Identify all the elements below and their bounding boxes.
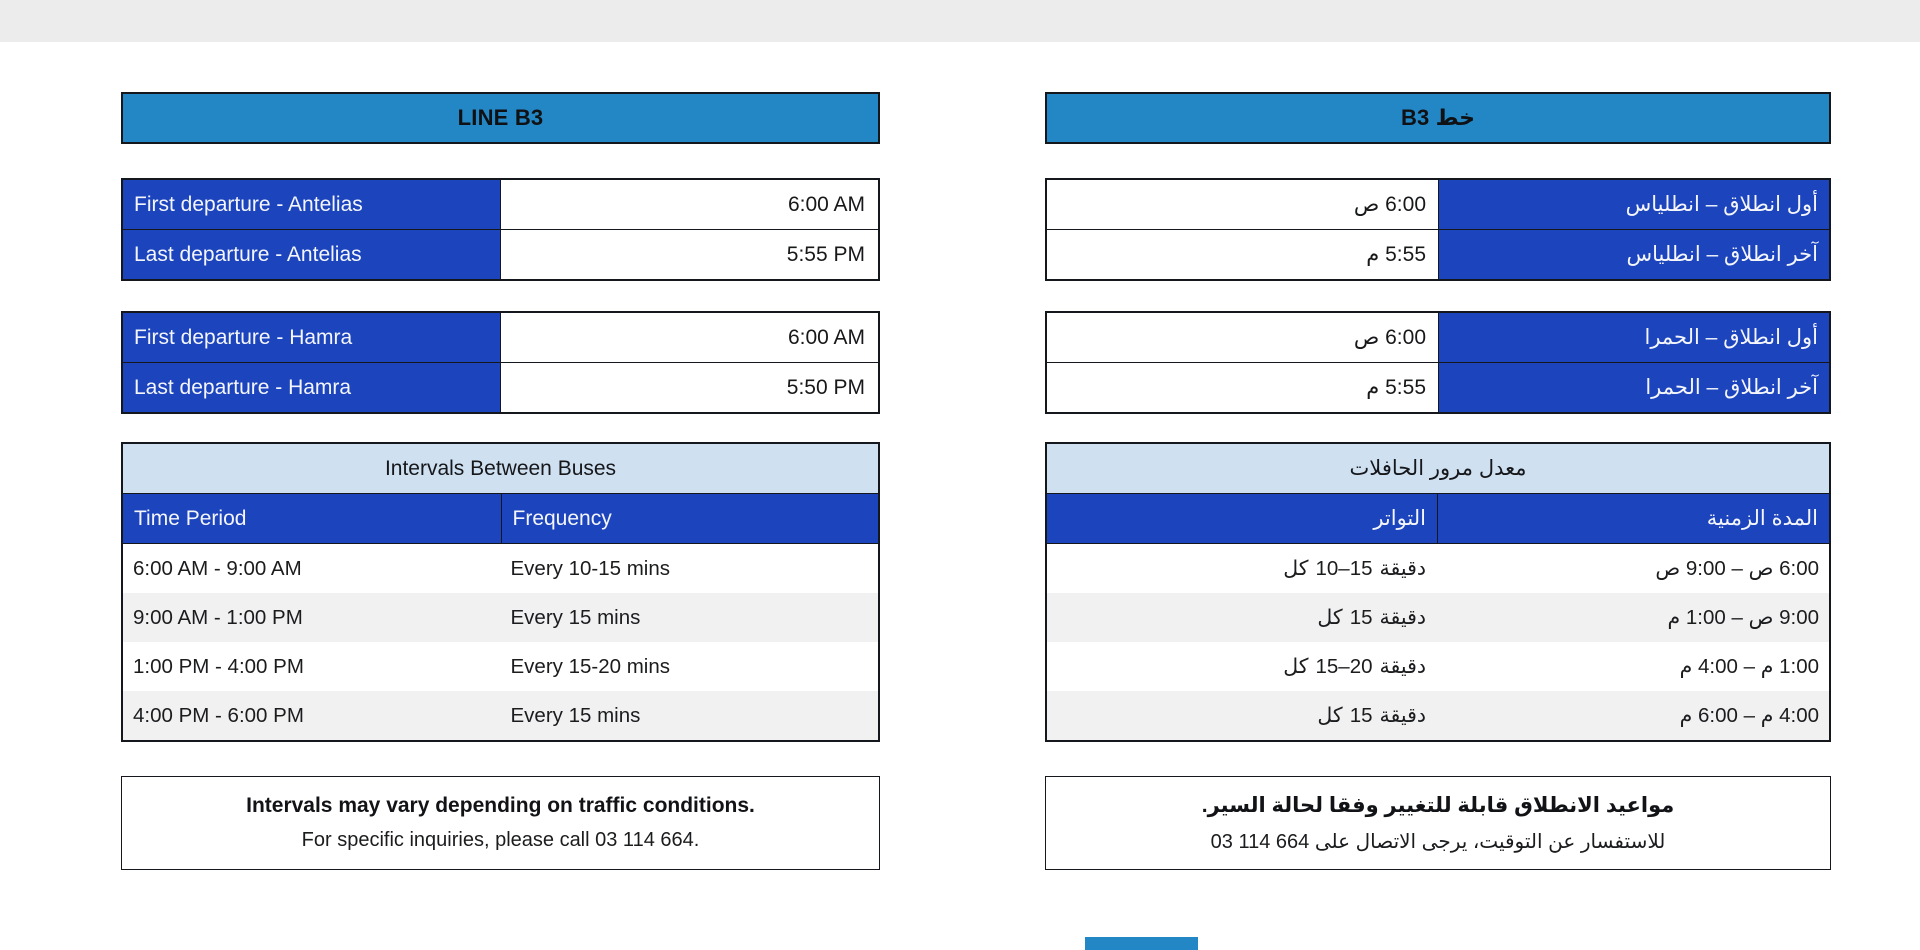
departure-label: آخر انطلاق – انطلياس xyxy=(1438,230,1829,279)
frequency-cell: Every 10-15 mins xyxy=(510,556,671,580)
table-row xyxy=(1047,362,1829,412)
frequency-cell: Every 15 mins xyxy=(510,605,641,629)
departure-time: 5:55 م xyxy=(1366,243,1426,266)
time-period-cell: 6:00 AM - 9:00 AM xyxy=(133,556,302,580)
en-hamra-departures-table xyxy=(121,311,880,414)
column-header-time-period: المدة الزمنية xyxy=(1706,507,1818,530)
ar-line-title-bar xyxy=(1045,92,1831,144)
table-row xyxy=(1047,642,1829,691)
table-row xyxy=(123,544,878,593)
ar-line-title: خط B3 xyxy=(1400,105,1476,130)
traffic-disclaimer: مواعيد الانطلاق قابلة للتغيير وفقا لحالة السير. xyxy=(1201,793,1675,817)
departure-time: 6:00 ص xyxy=(1353,326,1426,349)
table-row xyxy=(1047,229,1829,279)
en-line-title: LINE B3 xyxy=(457,105,544,130)
arabic-timetable-column xyxy=(1045,92,1831,870)
ar-antelias-departures-table xyxy=(1045,178,1831,281)
intervals-table-title: Intervals Between Buses xyxy=(123,444,878,494)
departure-time: 6:00 ص xyxy=(1353,193,1426,216)
departure-time: 6:00 AM xyxy=(787,192,865,216)
time-period-cell: 9:00 ص – 1:00 م xyxy=(1667,606,1819,629)
frequency-cell: كل 15 دقيقة xyxy=(1317,703,1426,727)
intervals-header-row xyxy=(123,494,878,544)
departure-label: Last departure - Antelias xyxy=(123,230,501,279)
departure-time: 5:55 م xyxy=(1366,376,1426,399)
departure-label: First departure - Hamra xyxy=(123,313,501,362)
departure-time: 5:55 PM xyxy=(786,242,865,266)
time-period-cell: 9:00 AM - 1:00 PM xyxy=(133,605,303,629)
en-intervals-table xyxy=(121,442,880,742)
column-header-frequency: التواتر xyxy=(1047,494,1438,543)
en-line-title-bar xyxy=(121,92,880,144)
en-antelias-departures-table xyxy=(121,178,880,281)
table-row xyxy=(123,313,878,362)
departure-label: Last departure - Hamra xyxy=(123,363,501,412)
frequency-cell: Every 15 mins xyxy=(510,703,641,727)
departure-label: أول انطلاق – الحمرا xyxy=(1438,313,1829,362)
column-header-frequency: Frequency xyxy=(501,494,879,543)
departure-label: آخر انطلاق – الحمرا xyxy=(1438,363,1829,412)
time-period-cell: 4:00 PM - 6:00 PM xyxy=(133,703,304,727)
phone-number: 03 114 664 xyxy=(1210,830,1310,853)
ar-hamra-departures-table xyxy=(1045,311,1831,414)
table-row xyxy=(123,642,878,691)
next-section-header-fragment xyxy=(1085,937,1198,950)
inquiries-text: للاستفسار عن التوقيت، يرجى الاتصال على xyxy=(1314,830,1666,853)
traffic-disclaimer: Intervals may vary depending on traffic conditions. xyxy=(246,794,755,817)
table-row xyxy=(1047,691,1829,740)
departure-label: First departure - Antelias xyxy=(123,180,501,229)
frequency-cell: كل 15–20 دقيقة xyxy=(1283,654,1426,678)
time-period-cell: 1:00 م – 4:00 م xyxy=(1679,655,1819,678)
table-row xyxy=(123,691,878,740)
english-timetable-column xyxy=(121,92,880,870)
intervals-table-title: معدل مرور الحافلات xyxy=(1047,444,1829,494)
ar-intervals-table xyxy=(1045,442,1831,742)
table-row xyxy=(123,229,878,279)
frequency-cell: كل 15 دقيقة xyxy=(1317,605,1426,629)
table-row xyxy=(1047,593,1829,642)
table-row xyxy=(123,593,878,642)
time-period-cell: 1:00 PM - 4:00 PM xyxy=(133,654,304,678)
table-row xyxy=(123,180,878,229)
table-row xyxy=(1047,313,1829,362)
table-row xyxy=(123,362,878,412)
table-row xyxy=(1047,544,1829,593)
inquiries-phone-line: For specific inquiries, please call 03 114 664. xyxy=(301,829,700,851)
page-top-gutter xyxy=(0,0,1920,42)
intervals-header-row xyxy=(1047,494,1829,544)
departure-label: أول انطلاق – انطلياس xyxy=(1438,180,1829,229)
departure-time: 6:00 AM xyxy=(787,325,865,349)
frequency-cell: Every 15-20 mins xyxy=(510,654,671,678)
inquiries-phone-line xyxy=(1211,829,1666,854)
time-period-cell: 4:00 م – 6:00 م xyxy=(1679,704,1819,727)
time-period-cell: 6:00 ص – 9:00 ص xyxy=(1655,557,1819,580)
ar-note-box xyxy=(1045,776,1831,870)
column-header-time-period: Time Period xyxy=(134,506,247,530)
en-note-box xyxy=(121,776,880,870)
departure-time: 5:50 PM xyxy=(786,375,865,399)
table-row xyxy=(1047,180,1829,229)
frequency-cell: كل 10–15 دقيقة xyxy=(1283,556,1426,580)
